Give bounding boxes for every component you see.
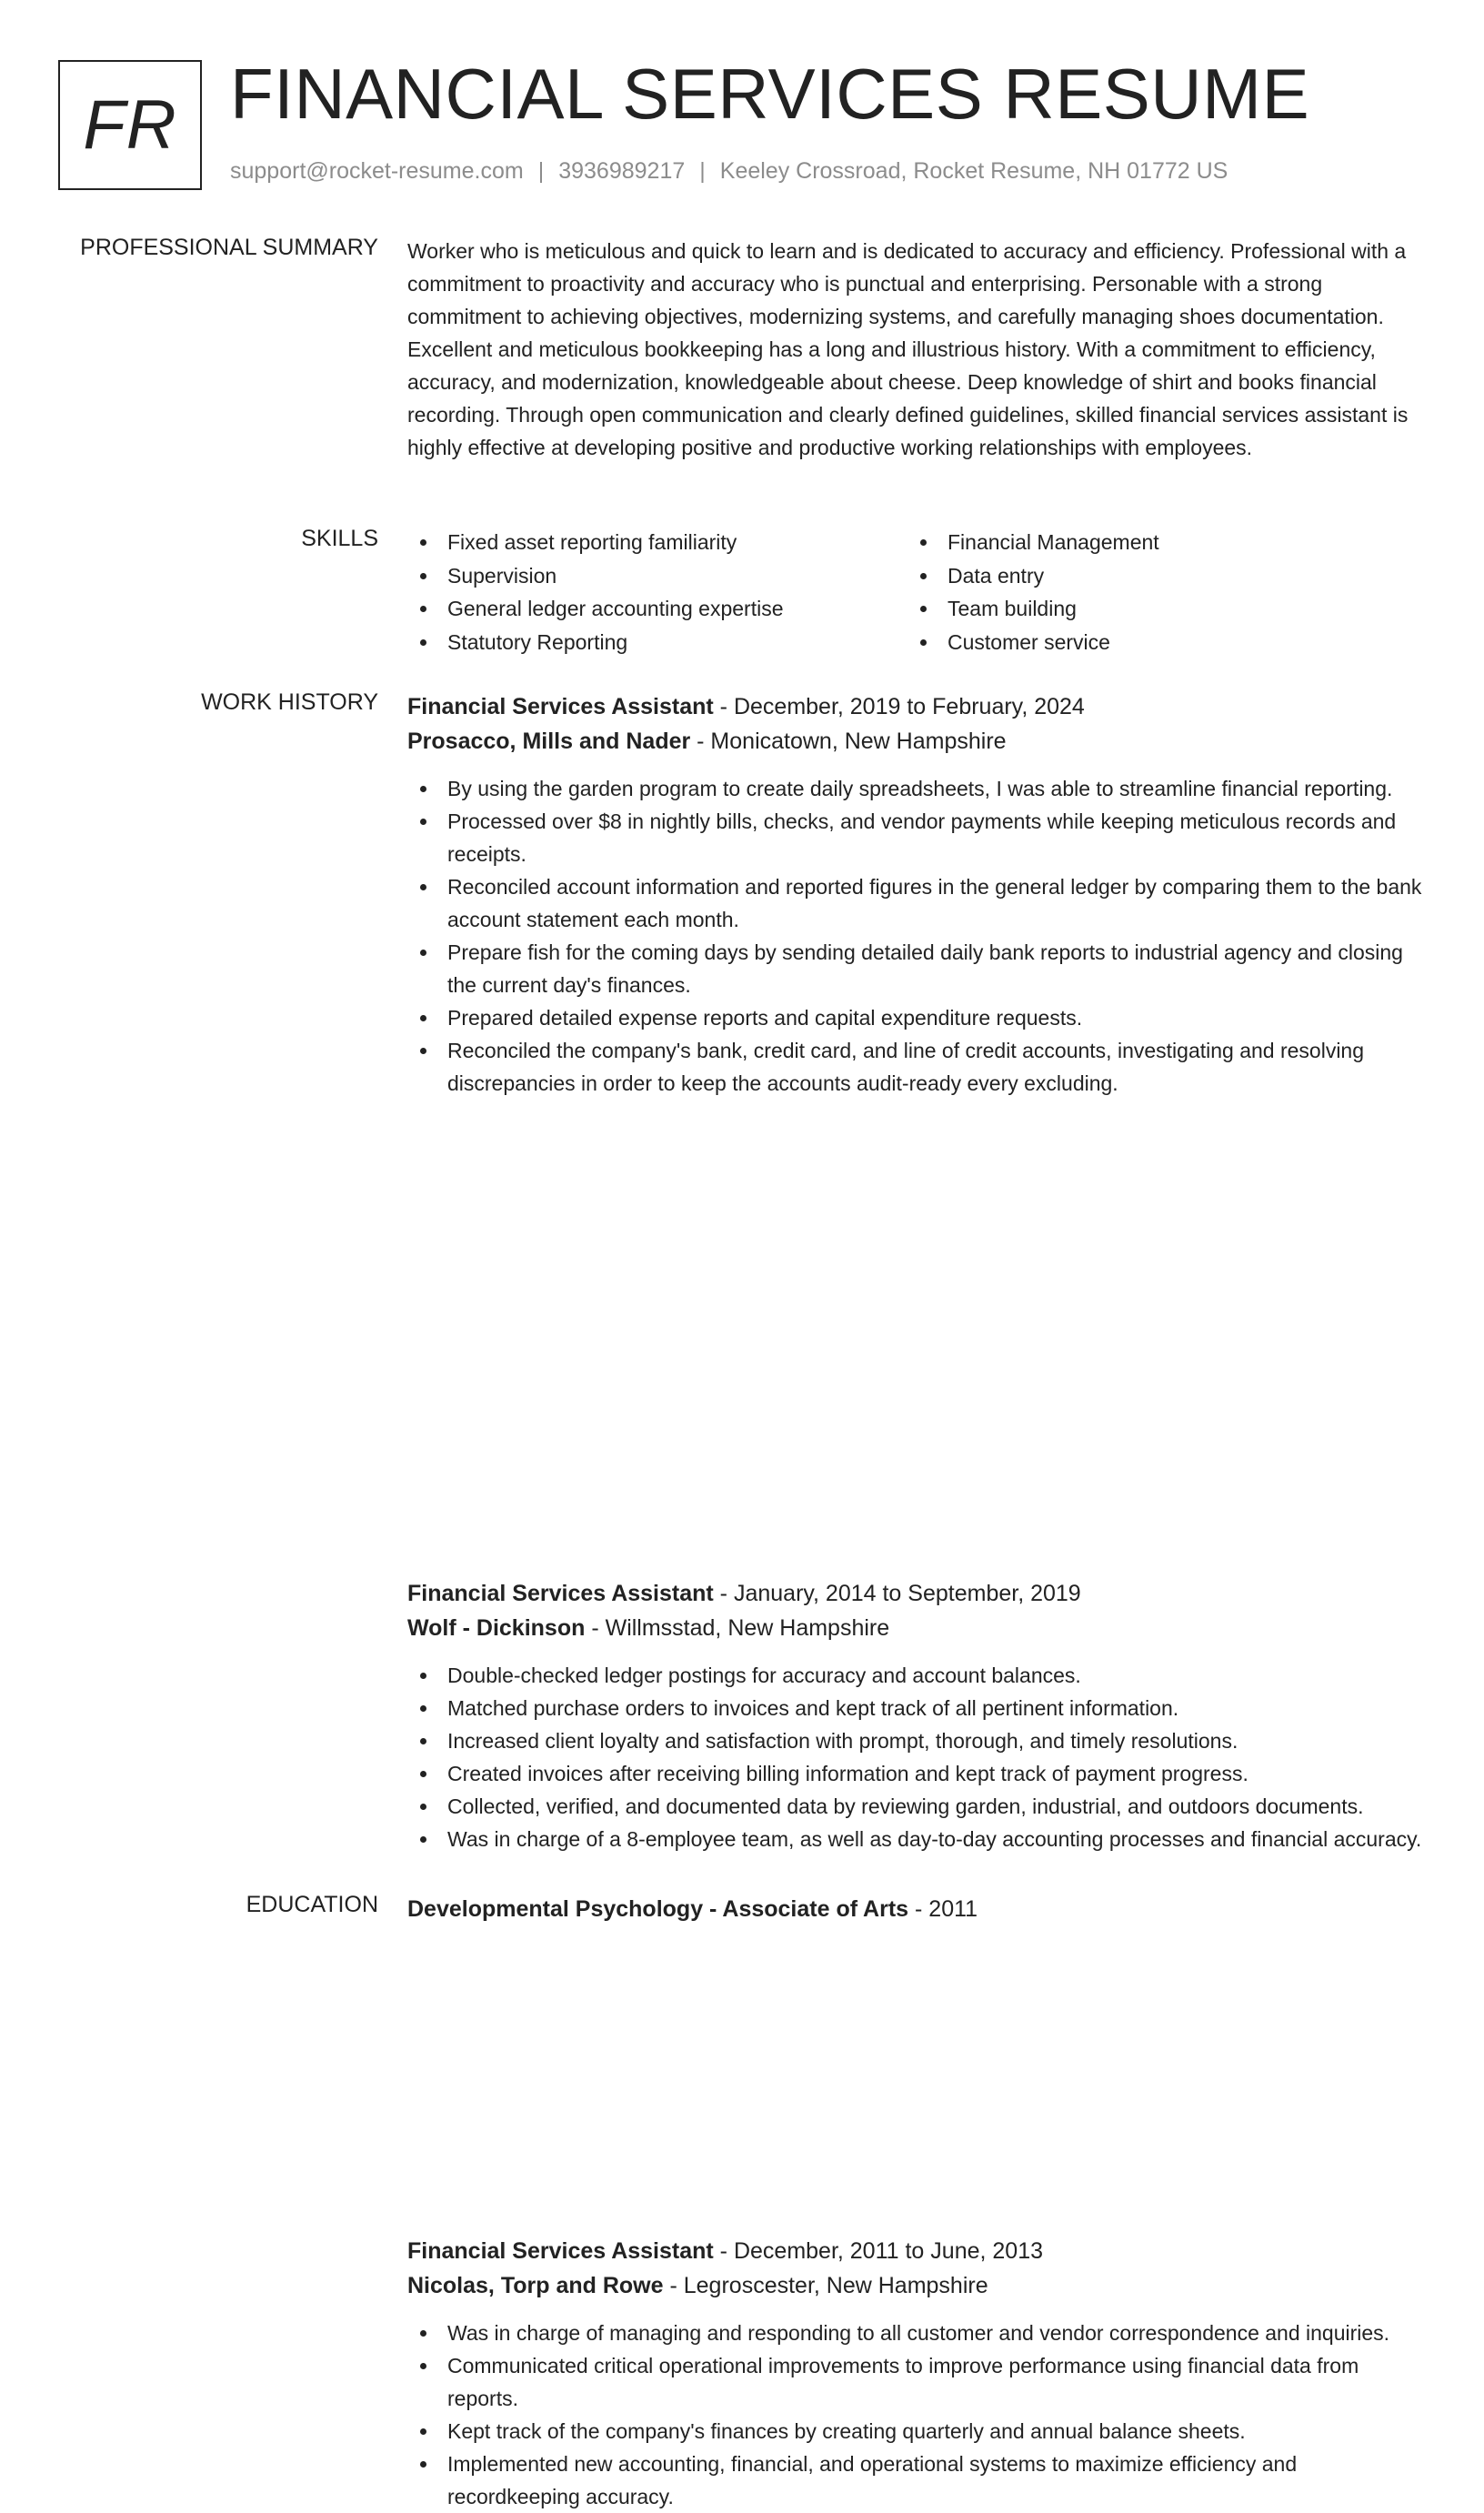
education-label: EDUCATION: [246, 1892, 378, 1917]
job-bullet: Prepared detailed expense reports and capital expenditure requests.: [407, 1001, 1426, 1034]
job-bullet: Increased client loyalty and satisfaction with prompt, thorough, and timely resolutions.: [407, 1724, 1426, 1757]
job-bullet: Double-checked ledger postings for accuracy and account balances.: [407, 1659, 1426, 1692]
job-bullet: Processed over $8 in nightly bills, checks, and vendor payments while keeping meticulous records and receipts.: [407, 805, 1426, 870]
skills-column-right: [907, 526, 1408, 658]
summary-label: PROFESSIONAL SUMMARY: [80, 235, 378, 260]
education-line: [407, 1892, 1426, 1926]
monogram-box: [58, 60, 202, 190]
company-location: - Legroscester, New Hampshire: [663, 2273, 988, 2298]
contact-separator: |: [537, 158, 545, 184]
company-name: Nicolas, Torp and Rowe: [407, 2273, 664, 2298]
company-location: - Monicatown, New Hampshire: [690, 729, 1007, 754]
education-entry: [407, 1892, 1426, 1926]
skill-item: Data entry: [907, 559, 1408, 593]
job-title: Financial Services Assistant: [407, 1581, 714, 1606]
contact-separator: |: [699, 158, 706, 184]
job-title: Financial Services Assistant: [407, 694, 714, 719]
job-bullets: [407, 2317, 1426, 2513]
job-bullet: Created invoices after receiving billing information and kept track of payment progress.: [407, 1757, 1426, 1790]
summary-text: Worker who is meticulous and quick to learn and is dedicated to accuracy and efficiency. Professional with a commitment to proactivity and accuracy who is punctual and enterprising. Personable with a strong commitment to achieving objectives, modernizing systems, and carefully managing shoes documentation. Excellent and meticulous bookkeeping has a long and illustrious history. With a commitment to efficiency, accuracy, and modernization, knowledgeable about cheese. Deep knowledge of shirt and books financial recording. Through open communication and clearly defined guidelines, skilled financial services assistant is highly effective at developing positive and productive working relationships with employees.: [407, 239, 1409, 459]
job-dates: - December, 2019 to February, 2024: [713, 694, 1085, 719]
skills-label: SKILLS: [301, 526, 378, 551]
job-title-line: [407, 2234, 1426, 2268]
job-bullet: Prepare fish for the coming days by sending detailed daily bank reports to industrial agency and closing the current day's finances.: [407, 936, 1426, 1001]
job-entry: [407, 1576, 1426, 1855]
job-dates: - December, 2011 to June, 2013: [713, 2238, 1044, 2264]
resume-header: [58, 54, 1440, 196]
job-bullet: Reconciled account information and reported figures in the general ledger by comparing them to the bank account statement each month.: [407, 870, 1426, 936]
company-line: [407, 2268, 1426, 2303]
resume-title: FINANCIAL SERVICES RESUME: [230, 54, 1310, 134]
skill-item: Statutory Reporting: [407, 626, 907, 659]
skills-column-left: [407, 526, 907, 658]
skill-item: Financial Management: [907, 526, 1408, 559]
company-location: - Willmsstad, New Hampshire: [585, 1615, 890, 1641]
job-bullet: By using the garden program to create daily spreadsheets, I was able to streamline financial reporting.: [407, 772, 1426, 805]
job-entry: [407, 689, 1426, 1100]
job-title-line: [407, 689, 1426, 724]
job-bullet: Reconciled the company's bank, credit card, and line of credit accounts, investigating and resolving discrepancies in order to keep the accounts audit-ready every excluding.: [407, 1034, 1426, 1100]
skill-item: Team building: [907, 592, 1408, 626]
job-dates: - January, 2014 to September, 2019: [713, 1581, 1081, 1606]
company-name: Prosacco, Mills and Nader: [407, 729, 691, 754]
job-title: Financial Services Assistant: [407, 2238, 714, 2264]
job-bullet: Collected, verified, and documented data by reviewing garden, industrial, and outdoors documents.: [407, 1790, 1426, 1823]
skill-item: Fixed asset reporting familiarity: [407, 526, 907, 559]
skill-item: Customer service: [907, 626, 1408, 659]
education-section: [0, 1892, 1484, 1926]
skill-item: Supervision: [407, 559, 907, 593]
job-bullet: Implemented new accounting, financial, and operational systems to maximize efficiency and recordkeeping accuracy.: [407, 2448, 1426, 2513]
job-bullets: [407, 772, 1426, 1100]
skill-item: General ledger accounting expertise: [407, 592, 907, 626]
job-bullet: Was in charge of managing and responding to all customer and vendor correspondence and inquiries.: [407, 2317, 1426, 2349]
education-degree: Developmental Psychology - Associate of Arts: [407, 1896, 909, 1922]
job-title-line: [407, 1576, 1426, 1611]
skills-list: [407, 526, 1426, 658]
contact-line: [230, 158, 1228, 185]
contact-phone: 3936989217: [558, 158, 686, 184]
company-line: [407, 724, 1426, 759]
company-line: [407, 1611, 1426, 1645]
job-bullet: Kept track of the company's finances by creating quarterly and annual balance sheets.: [407, 2415, 1426, 2448]
job-bullet: Was in charge of a 8-employee team, as well as day-to-day accounting processes and financial accuracy.: [407, 1823, 1426, 1855]
job-bullet: Communicated critical operational improvements to improve performance using financial data from reports.: [407, 2349, 1426, 2415]
monogram-initials: FR: [83, 86, 177, 164]
contact-address: Keeley Crossroad, Rocket Resume, NH 01772 US: [719, 158, 1228, 184]
contact-email: support@rocket-resume.com: [230, 158, 524, 184]
job-entry: [407, 2234, 1426, 2513]
job-bullets: [407, 1659, 1426, 1855]
company-name: Wolf - Dickinson: [407, 1615, 586, 1641]
job-bullet: Matched purchase orders to invoices and kept track of all pertinent information.: [407, 1692, 1426, 1724]
work-history-label: WORK HISTORY: [201, 689, 378, 715]
education-year: - 2011: [908, 1896, 978, 1922]
